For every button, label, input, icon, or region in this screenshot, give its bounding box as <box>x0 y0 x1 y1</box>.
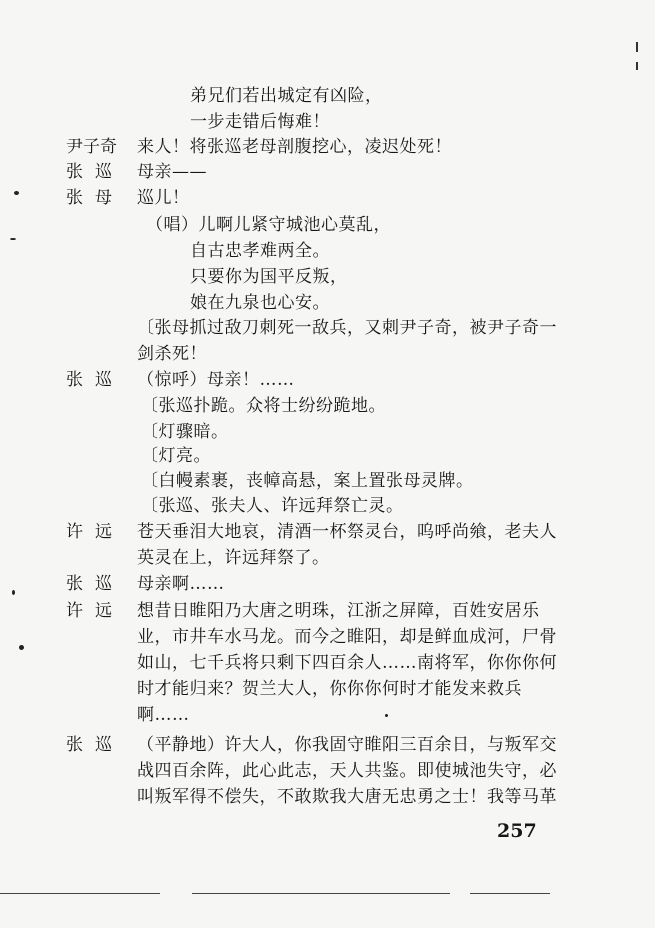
verse-line: 自古忠孝难两全。 <box>190 241 330 261</box>
scan-speck <box>14 191 19 195</box>
dialogue-line: 时才能归来？贺兰大人，你你你何时才能发来救兵 <box>137 679 522 699</box>
scan-speck <box>19 645 24 650</box>
dialogue-line: 巡儿！ <box>137 188 190 208</box>
dialogue-line: 如山，七千兵将只剩下四百余人……南将军，你你你何 <box>137 653 557 673</box>
speaker-name: 许远 <box>66 522 124 542</box>
speaker-name: 尹子奇 <box>66 137 117 157</box>
speaker-name: 许远 <box>66 601 124 621</box>
bottom-rule <box>0 893 160 894</box>
dialogue-line: （平静地）许大人，你我固守睢阳三百余日，与叛军交 <box>137 735 557 755</box>
verse-line: 一步走错后悔难！ <box>190 112 330 132</box>
dialogue-line: 来人！将张巡老母剖腹挖心，凌迟处死！ <box>137 137 452 157</box>
stage-direction: 〔白幔素裹，丧幛高悬，案上置张母灵牌。 <box>141 471 474 491</box>
verse-line: 弟兄们若出城定有凶险， <box>190 86 383 106</box>
stage-direction: 〔灯骤暗。 <box>141 422 229 442</box>
dialogue-line: （惊呼）母亲！…… <box>137 370 295 390</box>
dialogue-line: 业，市井车水马龙。而今之睢阳，却是鲜血成河，尸骨 <box>137 627 557 647</box>
dialogue-line: 叫叛军得不偿失，不敢欺我大唐无忠勇之士！我等马革 <box>137 787 557 807</box>
speaker-name: 张母 <box>66 188 124 208</box>
bottom-rule <box>470 893 550 894</box>
page-number: 257 <box>497 820 537 842</box>
scan-speck <box>10 238 16 240</box>
dialogue-line: 战四百余阵，此心此志，天人共鉴。即使城池失守，必 <box>137 761 557 781</box>
verse-line: 娘在九泉也心安。 <box>190 293 330 313</box>
scan-mark <box>636 42 638 52</box>
dialogue-line: 苍天垂泪大地哀，清酒一杯祭灵台，呜呼尚飨，老夫人 <box>137 522 557 542</box>
verse-line: （唱）儿啊儿紧守城池心莫乱， <box>146 215 391 235</box>
speaker-name: 张巡 <box>66 574 124 594</box>
stage-direction: 〔张巡扑跪。众将士纷纷跪地。 <box>141 396 386 416</box>
speaker-name: 张巡 <box>66 735 124 755</box>
stage-direction: 〔灯亮。 <box>141 446 211 466</box>
stage-direction: 〔张母抓过敌刀刺死一敌兵，又刺尹子奇，被尹子奇一 <box>137 318 557 338</box>
bottom-rule <box>192 893 450 894</box>
dialogue-line: 母亲—— <box>137 162 207 182</box>
dialogue-line: 英灵在上，许远拜祭了。 <box>137 548 330 568</box>
speaker-name: 张巡 <box>66 162 124 182</box>
stage-direction: 〔张巡、张夫人、许远拜祭亡灵。 <box>141 496 404 516</box>
verse-line: 只要你为国平反叛， <box>190 267 348 287</box>
scan-speck <box>12 590 15 595</box>
dialogue-line: 啊…… <box>137 705 190 725</box>
speaker-name: 张巡 <box>66 370 124 390</box>
scan-mark <box>636 62 638 70</box>
stage-direction: 剑杀死！ <box>137 344 207 364</box>
scan-speck <box>385 714 388 717</box>
dialogue-line: 想昔日睢阳乃大唐之明珠，江浙之屏障，百姓安居乐 <box>137 601 540 621</box>
dialogue-line: 母亲啊…… <box>137 574 225 594</box>
